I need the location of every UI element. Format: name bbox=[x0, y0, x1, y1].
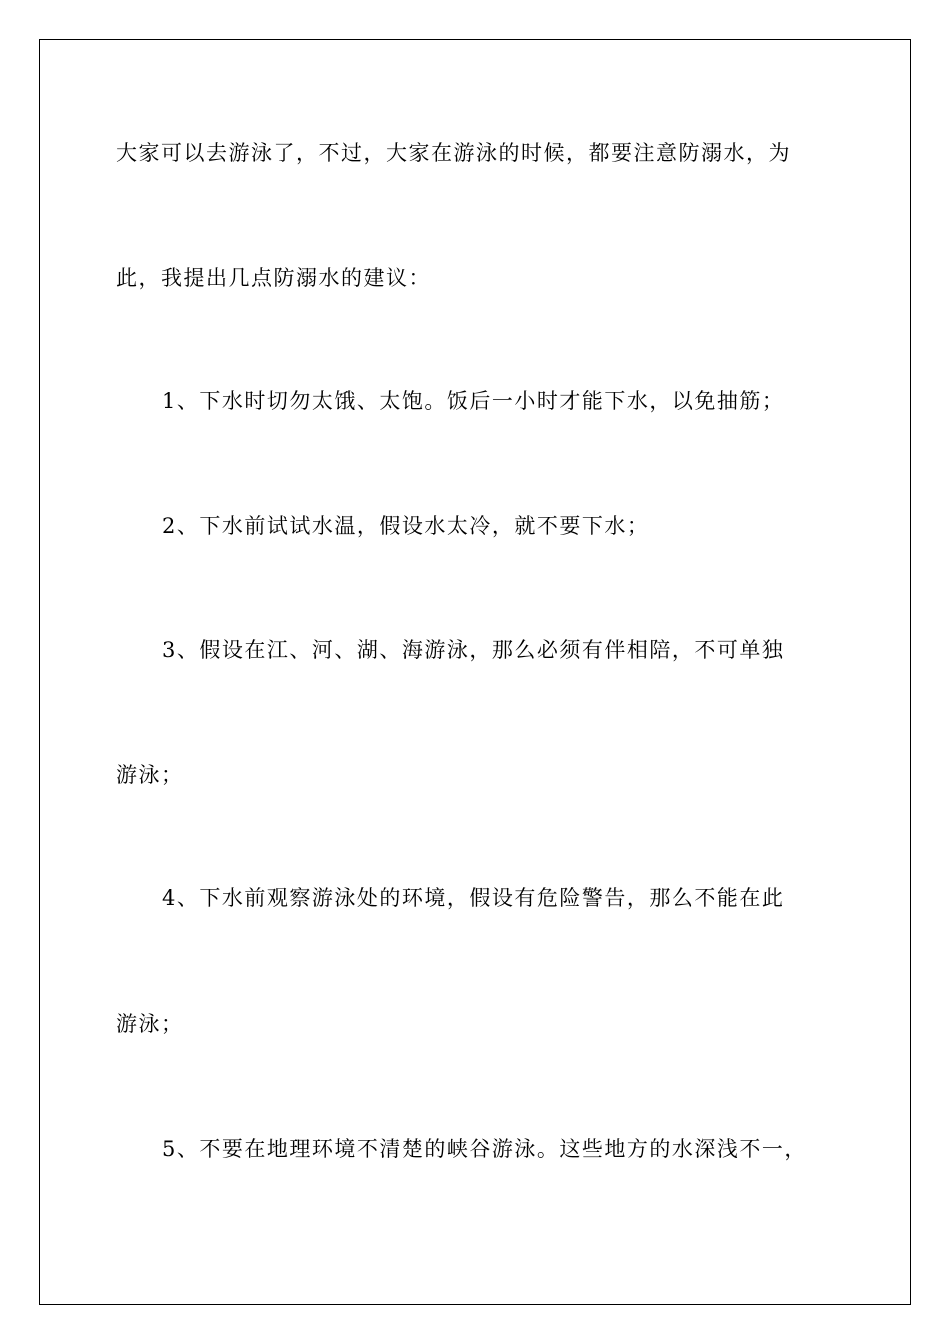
list-item-1: 1、下水时切勿太饿、太饱。饭后一小时才能下水，以免抽筋； bbox=[162, 389, 785, 413]
list-item-5: 5、不要在地理环境不清楚的峡谷游泳。这些地方的水深浅不一， bbox=[162, 1137, 807, 1161]
paragraph-line: 此，我提出几点防溺水的建议： bbox=[116, 266, 431, 290]
list-item-4-continuation: 游泳； bbox=[116, 1012, 184, 1036]
paragraph-line: 大家可以去游泳了，不过，大家在游泳的时候，都要注意防溺水，为 bbox=[116, 141, 791, 165]
list-item-4: 4、下水前观察游泳处的环境，假设有危险警告，那么不能在此 bbox=[162, 886, 785, 910]
list-item-3: 3、假设在江、河、湖、海游泳，那么必须有伴相陪，不可单独 bbox=[162, 638, 785, 662]
list-item-3-continuation: 游泳； bbox=[116, 763, 184, 787]
page-border bbox=[39, 39, 911, 1305]
list-item-2: 2、下水前试试水温，假设水太冷，就不要下水； bbox=[162, 514, 650, 538]
